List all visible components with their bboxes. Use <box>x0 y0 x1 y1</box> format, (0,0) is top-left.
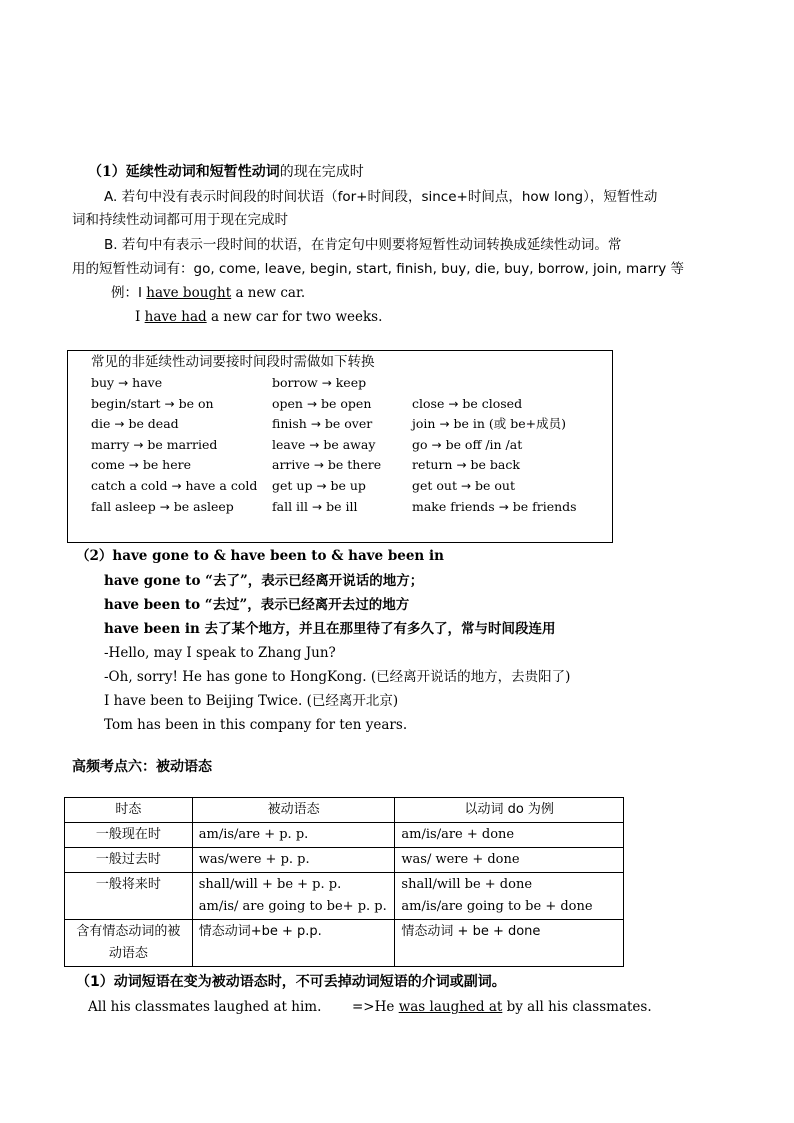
phrase-rule-example-active: All his classmates laughed at him. <box>88 999 322 1015</box>
conversion-to: be there <box>327 457 382 473</box>
conversion-from: marry <box>91 436 130 452</box>
conversion-to: be up <box>330 478 366 493</box>
section2-line-4: -Hello, may I speak to Zhang Jun? <box>104 645 336 661</box>
conversion-item <box>412 414 566 434</box>
section1-heading-rest: 的现在完成时 <box>279 164 364 180</box>
conversion-item <box>412 497 577 517</box>
tense-cell: 一般将来时 <box>65 873 193 920</box>
conversion-from: leave <box>272 436 306 452</box>
conversion-item <box>91 394 214 414</box>
conversion-to: be over <box>324 416 373 432</box>
example-line: 情态动词 + be + done <box>401 924 541 939</box>
arrow-right-icon: → <box>456 458 467 473</box>
arrow-right-icon: → <box>133 437 144 452</box>
section2-line-6: I have been to Beijing Twice. (已经离开北京) <box>104 693 399 709</box>
passive-line: am/is/ are going to be+ p. p. <box>198 899 387 914</box>
conversion-to: be away <box>323 436 376 452</box>
table-row <box>65 873 624 920</box>
conversion-from: die <box>91 416 111 432</box>
passive-cell <box>192 873 395 920</box>
arrow-right-icon: → <box>159 499 170 514</box>
tense-cell: 含有情态动词的被动语态 <box>65 920 193 967</box>
conversion-item <box>272 435 375 455</box>
conversion-to: be closed <box>462 395 523 411</box>
phrase-rule-example-prefix: =>He <box>352 999 399 1015</box>
table-row <box>65 823 624 848</box>
section1-line-b1: B. 若句中有表示一段时间的状语，在肯定句中则要将短暂性动词转换成延续性动词。常 <box>104 237 622 253</box>
arrow-right-icon: → <box>498 499 509 514</box>
conversion-from: finish <box>272 416 307 432</box>
conversion-item <box>412 435 522 455</box>
passive-cell <box>192 848 395 873</box>
arrow-right-icon: → <box>309 437 320 452</box>
conversion-from: return <box>412 457 453 473</box>
passive-line: was/were + p. p. <box>198 852 310 867</box>
tense-cell: 一般现在时 <box>65 823 193 848</box>
section2-line-7: Tom has been in this company for ten years. <box>104 717 408 733</box>
example-1-suffix: a new car. <box>231 285 306 301</box>
arrow-right-icon: → <box>448 396 459 411</box>
section1-line-a2: 词和持续性动词都可用于现在完成时 <box>72 212 288 228</box>
conversion-to: have <box>132 375 163 390</box>
table-row <box>65 848 624 873</box>
conversion-from: fall asleep <box>91 498 156 514</box>
conversion-item <box>412 455 520 475</box>
tense-cell: 一般过去时 <box>65 848 193 873</box>
conversion-to: have a cold <box>185 478 258 493</box>
phrase-rule-example-underlined: was laughed at <box>398 999 503 1015</box>
conversion-item <box>412 394 522 414</box>
example-2 <box>135 307 382 327</box>
conversion-to: be in (或 be+成员) <box>453 416 566 432</box>
conversion-to: be dead <box>128 416 179 432</box>
table-header-cell: 被动语态 <box>192 798 395 823</box>
example-line: am/is/are going to be + done <box>401 899 593 914</box>
phrase-rule-example-suffix: by all his classmates. <box>502 999 652 1015</box>
example-1 <box>111 283 305 303</box>
conversion-from: begin/start <box>91 395 161 411</box>
arrow-right-icon: → <box>439 417 450 432</box>
arrow-right-icon: → <box>313 458 324 473</box>
conversion-box-title: 常见的非延续性动词要接时间段时需做如下转换 <box>91 354 375 370</box>
example-line: was/ were + done <box>401 852 520 867</box>
example-cell <box>395 873 624 920</box>
passive-line: 情态动词+be + p.p. <box>198 924 322 939</box>
arrow-right-icon: → <box>310 417 321 432</box>
section2-line-2: have been to “去过”，表示已经离开去过的地方 <box>104 597 410 613</box>
conversion-from: open <box>272 395 303 411</box>
conversion-from: arrive <box>272 457 310 473</box>
conversion-to: be married <box>147 436 218 452</box>
conversion-item <box>412 476 515 496</box>
table-row <box>65 920 624 967</box>
conversion-item <box>272 414 372 434</box>
section2-line-3: have been in 去了某个地方，并且在那里待了有多久了，常与时间段连用 <box>104 621 556 637</box>
section1-line-b2: 用的短暂性动词有：go, come, leave, begin, start, finish, buy, die, buy, borrow, join, marry 等 <box>72 261 685 277</box>
passive-voice-table <box>64 797 624 967</box>
conversion-from: make friends <box>412 498 495 514</box>
passive-cell <box>192 920 395 967</box>
conversion-item <box>91 455 191 475</box>
arrow-right-icon: → <box>171 479 182 493</box>
section2-heading: （2）have gone to & have been to & have been in <box>76 548 444 564</box>
conversion-item <box>91 414 179 434</box>
conversion-to: be off /in /at <box>445 436 523 452</box>
arrow-right-icon: → <box>321 376 332 390</box>
conversion-to: be on <box>178 395 214 411</box>
section2-line-1: have gone to “去了”，表示已经离开说话的地方； <box>104 573 424 589</box>
conversion-to: be here <box>142 457 192 473</box>
conversion-item <box>272 373 366 393</box>
conversion-from: catch a cold <box>91 478 168 493</box>
table-header-cell: 以动词 do 为例 <box>395 798 624 823</box>
example-cell <box>395 920 624 967</box>
conversion-from: close <box>412 395 445 411</box>
conversion-to: keep <box>335 375 367 390</box>
passive-line: am/is/are + p. p. <box>198 827 309 842</box>
conversion-to: be out <box>475 478 516 493</box>
conversion-item <box>91 435 217 455</box>
conversion-item <box>272 455 381 475</box>
arrow-right-icon: → <box>431 437 442 452</box>
example-2-prefix: I <box>135 309 145 325</box>
conversion-item <box>272 497 357 517</box>
section1-heading <box>88 162 364 182</box>
example-cell <box>395 848 624 873</box>
section1-heading-bold: 延续性动词和短暂性动词 <box>125 164 280 180</box>
table-header-cell: 时态 <box>65 798 193 823</box>
example-1-prefix: 例：I <box>111 285 147 301</box>
conversion-to: be open <box>321 395 372 411</box>
example-2-suffix: a new car for two weeks. <box>206 309 383 325</box>
conversion-to: be back <box>470 457 520 473</box>
conversion-from: borrow <box>272 375 318 390</box>
conversion-from: buy <box>91 375 115 390</box>
conversion-to: be asleep <box>173 498 234 514</box>
passive-voice-table-body <box>65 798 624 967</box>
conversion-item <box>91 497 234 517</box>
phrase-rule-example-passive <box>352 997 652 1017</box>
table-header-row <box>65 798 624 823</box>
arrow-right-icon: → <box>306 396 318 411</box>
example-2-underlined: have had <box>144 309 207 325</box>
example-1-underlined: have bought <box>146 285 232 301</box>
example-line: shall/will be + done <box>401 877 533 892</box>
passive-line: shall/will + be + p. p. <box>198 877 342 892</box>
passive-cell <box>192 823 395 848</box>
conversion-to: be ill <box>326 498 358 514</box>
section6-heading: 高频考点六：被动语态 <box>72 759 212 775</box>
arrow-right-icon: → <box>460 479 472 493</box>
example-line: am/is/are + done <box>401 827 515 842</box>
conversion-box <box>67 350 613 543</box>
conversion-item <box>272 394 371 414</box>
arrow-right-icon: → <box>118 376 129 390</box>
conversion-from: join <box>412 416 436 432</box>
arrow-right-icon: → <box>128 458 139 473</box>
arrow-right-icon: → <box>316 479 327 493</box>
arrow-right-icon: → <box>164 396 175 411</box>
conversion-from: come <box>91 457 125 473</box>
section2-line-5: -Oh, sorry! He has gone to HongKong. (已经离开说话的地方，去贵阳了) <box>104 669 571 685</box>
conversion-item <box>91 476 257 496</box>
example-cell <box>395 823 624 848</box>
section1-heading-num: （1） <box>88 164 126 180</box>
conversion-from: fall ill <box>272 498 309 514</box>
conversion-from: get out <box>412 478 457 493</box>
conversion-item <box>91 373 162 393</box>
conversion-item <box>272 476 366 496</box>
arrow-right-icon: → <box>114 417 125 432</box>
conversion-to: be friends <box>512 498 577 514</box>
conversion-from: go <box>412 436 428 452</box>
section1-line-a1: A. 若句中没有表示时间段的时间状语（for+时间段，since+时间点，how long），短暂性动 <box>104 189 658 205</box>
arrow-right-icon: → <box>312 499 323 514</box>
phrase-rule-heading: （1）动词短语在变为被动语态时，不可丢掉动词短语的介词或副词。 <box>76 974 506 990</box>
conversion-from: get up <box>272 478 313 493</box>
